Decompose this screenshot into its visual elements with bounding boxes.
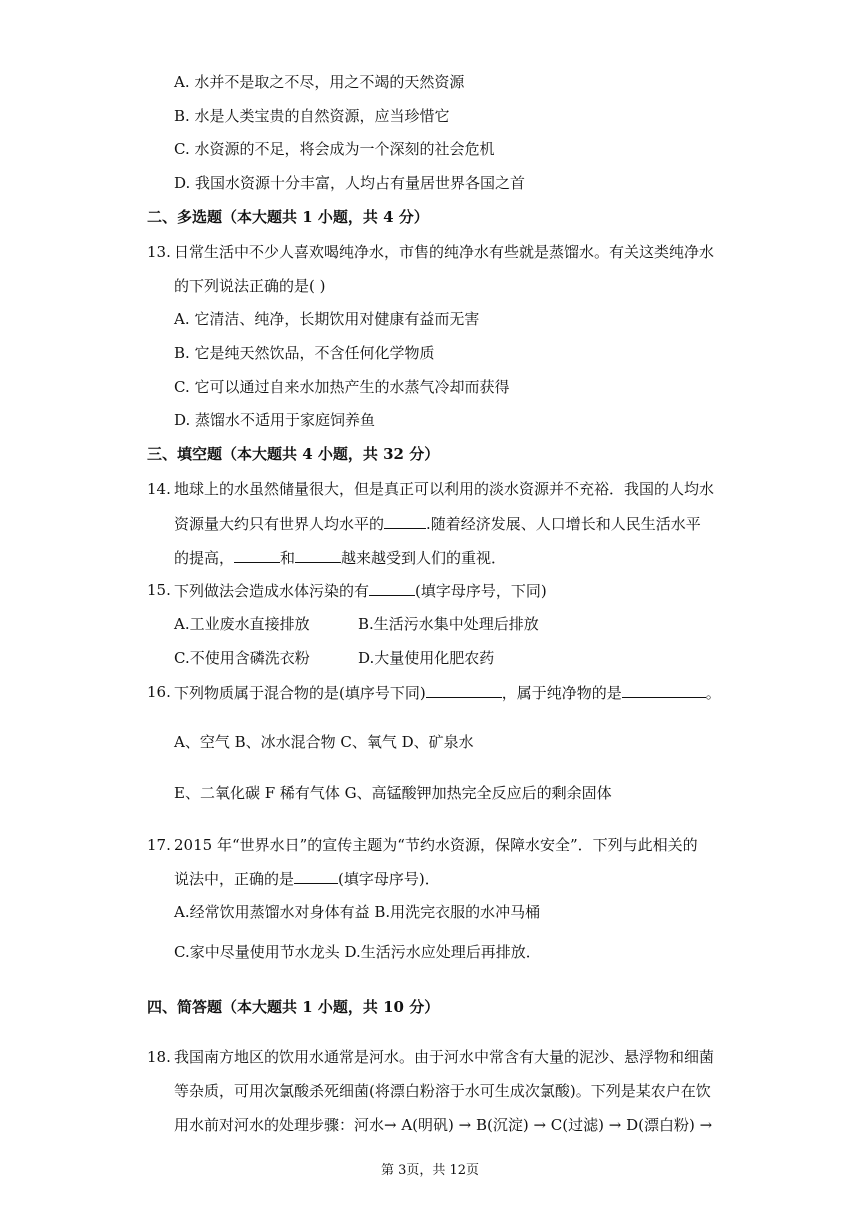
q18-stem-line3: 用水前对河水的处理步骤：河水→ A(明矾) → B(沉淀) → C(过滤) → D(漂白粉) → (174, 1116, 713, 1134)
q17-options-row1: A.经常饮用蒸馏水对身体有益 B.用洗完衣服的水冲马桶 (174, 903, 541, 921)
q14-text: 越来越受到人们的重视． (341, 549, 507, 567)
q16-stem (174, 682, 721, 703)
q14-text: 资源量大约只有世界人均水平的 (174, 515, 385, 533)
q13-stem-line1: 日常生活中不少人喜欢喝纯净水，市售的纯净水有些就是蒸馏水。有关这类纯净水 (174, 243, 715, 261)
question-number: 14. (147, 480, 171, 498)
answer-blank[interactable] (622, 682, 706, 698)
question-number: 15. (147, 581, 171, 599)
q16-text: 。 (705, 684, 721, 702)
answer-blank[interactable] (426, 682, 502, 698)
q17-stem-line1: 2015 年“世界水日”的宣传主题为“节约水资源，保障水安全”．下列与此相关的 (174, 836, 698, 854)
q12-option-d: D. 我国水资源十分丰富，人均占有量居世界各国之首 (174, 174, 526, 192)
q12-option-c: C. 水资源的不足，将会成为一个深刻的社会危机 (174, 140, 495, 158)
answer-blank[interactable] (295, 547, 341, 563)
q14-text: 的提高， (174, 549, 235, 567)
answer-blank[interactable] (234, 547, 280, 563)
question-number: 16. (147, 683, 171, 701)
q13-option-a: A. 它清洁、纯净，长期饮用对健康有益而无害 (174, 310, 480, 328)
q17-stem-line2 (174, 868, 440, 889)
q15-option-d: D.大量使用化肥农药 (358, 649, 495, 667)
answer-blank[interactable] (369, 580, 415, 596)
q18-stem-line2: 等杂质，可用次氯酸杀死细菌(将漂白粉溶于水可生成次氯酸)。下列是某农户在饮 (174, 1082, 711, 1100)
q15-text: 下列做法会造成水体污染的有 (174, 582, 370, 600)
q13-option-b: B. 它是纯天然饮品，不含任何化学物质 (174, 344, 435, 362)
q12-option-a: A. 水并不是取之不尽，用之不竭的天然资源 (174, 73, 465, 91)
section-heading-short-answer: 四、简答题（本大题共 1 小题，共 10 分） (147, 998, 440, 1016)
q16-options-row2: E、二氧化碳 F 稀有气体 G、高锰酸钾加热完全反应后的剩余固体 (174, 784, 612, 802)
q15-option-a: A.工业废水直接排放 (174, 615, 310, 633)
question-number: 17. (147, 836, 171, 854)
q15-option-b: B.生活污水集中处理后排放 (358, 615, 539, 633)
q15-stem (174, 580, 547, 601)
q17-options-row2: C.家中尽量使用节水龙头 D.生活污水应处理后再排放． (174, 943, 541, 961)
q14-stem-line3 (174, 547, 506, 568)
question-number: 18. (147, 1048, 171, 1066)
q14-text: 和 (280, 549, 296, 567)
q13-option-d: D. 蒸馏水不适用于家庭饲养鱼 (174, 411, 376, 429)
section-heading-multiple-choice: 二、多选题（本大题共 1 小题，共 4 分） (147, 208, 429, 226)
q14-text: .随着经济发展、人口增长和人民生活水平 (426, 515, 701, 533)
q14-stem-line2 (174, 513, 701, 534)
q15-text: (填字母序号，下同) (415, 582, 547, 600)
q15-option-c: C.不使用含磷洗衣粉 (174, 649, 310, 667)
q12-option-b: B. 水是人类宝贵的自然资源，应当珍惜它 (174, 107, 450, 125)
q18-stem-line1: 我国南方地区的饮用水通常是河水。由于河水中常含有大量的泥沙、悬浮物和细菌 (174, 1048, 715, 1066)
answer-blank[interactable] (294, 868, 338, 884)
q13-stem-line2: 的下列说法正确的是( ) (174, 277, 326, 295)
q17-text: 说法中，正确的是 (174, 870, 295, 888)
q16-text: ，属于纯净物的是 (501, 684, 622, 702)
q16-options-row1: A、空气 B、冰水混合物 C、氧气 D、矿泉水 (174, 733, 474, 751)
answer-blank[interactable] (384, 513, 426, 529)
question-number: 13. (147, 243, 171, 261)
section-heading-fill-in: 三、填空题（本大题共 4 小题，共 32 分） (147, 445, 440, 463)
q14-stem-line1: 地球上的水虽然储量很大，但是真正可以利用的淡水资源并不充裕．我国的人均水 (174, 480, 715, 498)
page-footer: 第 3页，共 12页 (380, 1163, 480, 1178)
q16-text: 下列物质属于混合物的是(填序号下同) (174, 684, 426, 702)
q17-text: (填字母序号)． (338, 870, 440, 888)
q13-option-c: C. 它可以通过自来水加热产生的水蒸气冷却而获得 (174, 378, 510, 396)
